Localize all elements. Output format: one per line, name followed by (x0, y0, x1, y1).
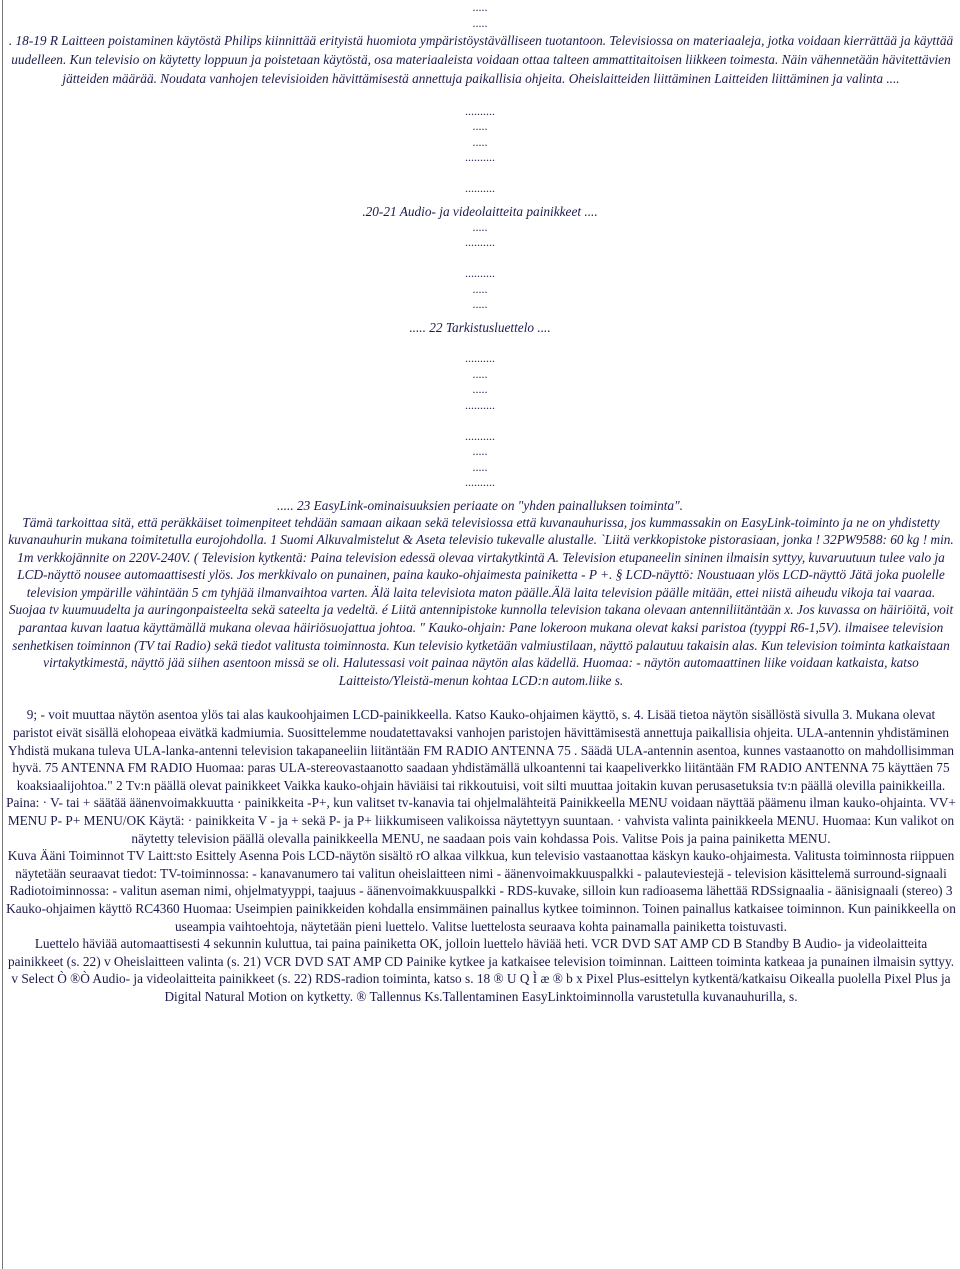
dot-line: ..... (472, 219, 488, 234)
toc-dots-group-3 (0, 351, 960, 491)
intro-paragraph: . 18-19 R Laitteen poistaminen käytöstä Philips kiinnittää erityistä huomiota ympäristöystävälliseen tuotantoon. Televisiossa on materiaaleja, jotka voidaan kierrättää ja käyttää uudelleen. Kun televisio on käytetty loppuun ja poistetaan käytöstä, osa materiaaleista voidaan ottaa talteen ammattitaitoisen liikkeen toimesta. Näin vähennetään hävitettävien jätteiden määrää. Noudata vanhojen televisioiden hävittämisestä annettuja paikallisia ohjeita. Oheislaitteiden liittäminen Laitteiden liittäminen ja valinta .... (8, 33, 954, 86)
paragraph-easylink: Tämä tarkoittaa sitä, että peräkkäiset toimenpiteet tehdään samaan aikaan sekä televisiossa että kuvanauhurissa, jos kummassakin on EasyLink-toiminto ja ne on yhdistetty kuvanauhurin mukana toimitetulla eurojohdolla. 1 Suomi Alkuvalmistelut & Aseta televisio tukevalle alustalle. `Liitä verkkopistoke pistorasiaan, jonka ! 32PW9588: 60 kg ! min. 1m verkkojännite on 220V-240V. ( Television kytkentä: Paina television edessä olevaa virtakytkintä A. Television etupaneelin sininen ilmaisin syttyy, kuvaruutuun tulee valo ja LCD-näyttö nousee automaattisesti ylös. Jos merkkivalo on punainen, paina kauko-ohjaimesta painiketta - P +. § LCD-näyttö: Noustuaan ylös LCD-näyttö Jätä joka puolelle television ympärille vähintään 5 cm tyhjää ilmanvaihtoa varten. Älä laita televisiota maton päälle.Älä laita television päälle mitään, ettei niistä aiheudu vikoja tai vaaraa. (8, 514, 954, 600)
dot-line: .......... (465, 266, 495, 280)
toc-dots-group-2 (0, 220, 960, 313)
dot-line: .......... (465, 235, 495, 249)
dot-line: .......... (465, 475, 495, 489)
dot-line: .......... (465, 428, 495, 443)
dot-line: .......... (465, 103, 495, 118)
dot-line: ..... (472, 382, 488, 396)
paragraph-menu-display: Kuva Ääni Toiminnot TV Laitt:sto Esittely Asenna Pois LCD-näytön sisältö rO alkaa vilkkua, kun televisio vastaanottaa käskyn kauko-ohjaimesta. Valitusta toiminnosta riippuen näytetään seuraavat tiedot: TV-toiminnossa: - kanavanumero tai valitun oheislaitteen nimi - äänenvoimakkuuspalkki - palauteviestejä - television käsittelemä surround-signaali Radiotoiminnossa: - valitun aseman nimi, ohjelmatyyppi, taajuus - äänenvoimakkuuspalkki - RDS-kuvake, silloin kun radioasema lähettää RDSsignaalia - äänisignaali (stereo) 3 Kauko-ohjaimen käyttö RC4360 Huomaa: Useimpien painikkeiden kohdalla ensimmäinen painallus kytkee toiminnon. Toinen painallus katkaisee toiminnon. Kun painikkeella on useampia vaihtoehtoja, näytetään pieni luettelo. Valitse luettelosta seuraava kohta painamalla painiketta toistuvasti. (6, 848, 956, 934)
paragraph-lcd-remote: 9; - voit muuttaa näytön asentoa ylös tai alas kaukoohjaimen LCD-painikkeella. Katso Kauko-ohjaimen käyttö, s. 4. Lisää tietoa näytön sisällöstä sivulla 3. Mukana olevat paristot eivät sisällä elohopeaa eivätkä kadmiumia. Suosittelemme noudatettavaksi vanhojen paristojen hävittämisestä annettuja paikallisia ohjeita. ULA-antennin yhdistäminen Yhdistä mukana tuleva ULA-lanka-antenni television takapaneeliin liitäntään FM RADIO ANTENNA 75 . Säädä ULA-antennin asentoa, kunnes vastaanotto on mahdollisimman hyvä. 75 ANTENNA FM RADIO Huomaa: paras ULA-stereovastaanotto saadaan yhdistämällä ulkoantenni tai kaapeliverkko liitäntään FM RADIO ANTENNA 75 käyttäen 75 koaksiaalijohtoa." 2 Tv:n päällä olevat painikkeet Vaikka kauko-ohjain häviäisi tai rikkoutuisi, voit silti muuttaa joitakin kuvan perusasetuksia tv:n päällä olevilla painikkeilla. (7, 707, 955, 793)
dot-line: .......... (465, 150, 495, 164)
dot-line: ..... (472, 0, 488, 14)
dot-line: .......... (465, 351, 495, 365)
paragraph-list-remote: Luettelo häviää automaattisesti 4 sekunnin kuluttua, tai paina painiketta OK, jolloin luettelo häviää heti. VCR DVD SAT AMP CD B Standby B Audio- ja videolaitteita painikkeet (s. 22) v Oheislaitteen valinta (s. 21) VCR DVD SAT AMP CD Painike kytkee ja katkaisee television toiminnan. Laitteen toiminta katkeaa ja punainen ilmaisin syttyy. v Select Ò ®Ò Audio- ja videolaitteita painikkeet (s. 22) RDS-radion toiminta, katso s. 18 ® U Q Ì æ ® b x Pixel Plus-esittelyn kytkentä/katkaisu Oikealla puolella Pixel Plus ja Digital Natural Motion on kytketty. ® Tallennus Ks.Tallentaminen EasyLinktoiminnolla varustetulla kuvanauhurilla, s. (7, 936, 955, 1004)
dot-line: ..... (472, 134, 488, 149)
dot-line: ..... (472, 15, 488, 30)
dot-line: ..... (472, 281, 488, 296)
toc-entry-easylink: ..... 23 EasyLink-ominaisuuksien periaate on "yhden painalluksen toiminta". (277, 497, 683, 513)
toc-entry-checklist: ..... 22 Tarkistusluettelo .... (409, 319, 551, 335)
dot-line: ..... (472, 459, 488, 474)
paragraph-buttons: Paina: · V- tai + säätää äänenvoimakkuutta · painikkeita -P+, kun valitset tv-kanavia tai ohjelmalähteitä Painikkeella MENU voidaan näyttää päämenu ilman kauko-ohjainta. VV+ MENU P- P+ MENU/OK Käytä: · painikkeita V - ja + sekä P- ja P+ liikkumiseen valikoissa näytettyyn suuntaan. · vahvista valinta painikkeela MENU. Huomaa: Kun valikot on näytetty television päällä olevalla painikkeella MENU, ne saadaan pois vain kohdassa Pois. Valitse Pois ja paina painiketta MENU. (6, 795, 956, 846)
left-margin-rule (2, 0, 3, 1269)
dot-line: ..... (472, 297, 488, 311)
dot-line: .......... (465, 181, 495, 195)
top-dots (0, 0, 960, 31)
dot-line: ..... (472, 366, 488, 381)
dot-line: ..... (472, 119, 488, 133)
toc-entry-audio-video: .20-21 Audio- ja videolaitteita painikkeet .... (362, 203, 598, 219)
toc-dots-group-1 (0, 104, 960, 197)
dot-line: ..... (472, 444, 488, 458)
dot-line: .......... (465, 397, 495, 412)
paragraph-sun-protection: Suojaa tv kuumuudelta ja auringonpaisteelta sekä sateelta ja vedeltä. é Liitä antennipistoke kunnolla television takana olevaan antenniliitäntään x. Jos kuvassa on häiriöitä, voit parantaa kuvan laatua käyttämällä mukana olevaa häiriösuojattua johtoa. " Kauko-ohjain: Pane lokeroon mukana olevat kaksi paristoa (tyyppi R6-1,5V). ilmaisee television senhetkisen toiminnon (TV tai Radio) sekä tiedot valitusta toiminnosta. Kun televisio kytketään valmiustilaan, näyttö palautuu takaisin alas. Kun television toiminta katkaistaan virtakytkimestä, näyttö jää siihen asentoon missä se oli. Halutessasi voit painaa näytön alas kädellä. Huomaa: - näytön automaattinen liike voidaan katkaista, katso Laitteisto/Yleistä-menun kohtaa LCD:n autom.liike s. (8, 602, 954, 688)
